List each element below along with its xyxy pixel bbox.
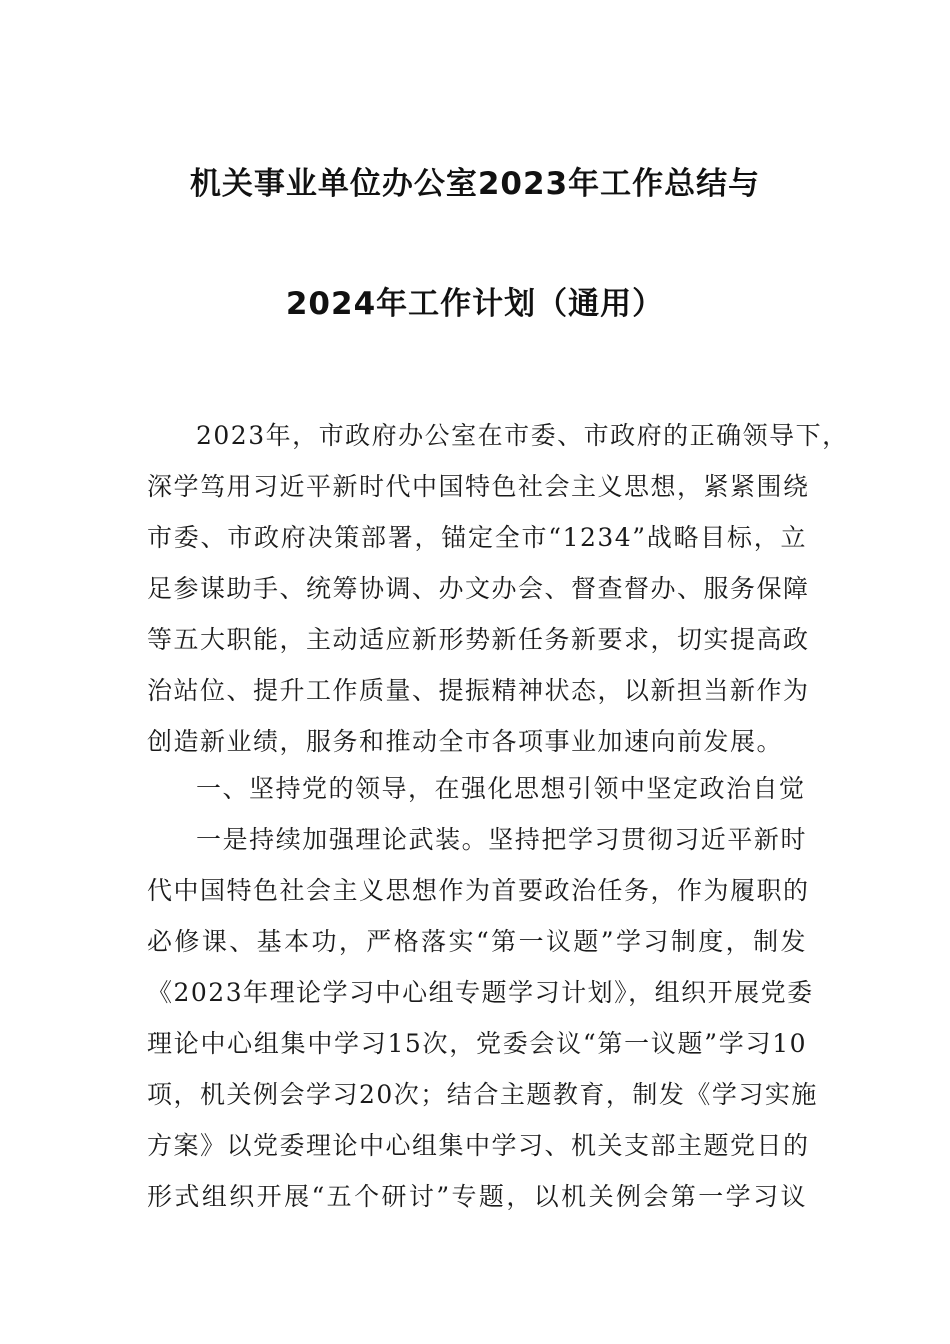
body-line-7: 创造新业绩，服务和推动全市各项事业加速向前发展。 [147, 727, 784, 756]
body-line-11: 必修课、基本功，严格落实“第一议题”学习制度，制发 [147, 927, 807, 956]
body-line-1: 2023年，市政府办公室在市委、市政府的正确领导下， [196, 421, 849, 450]
body-line-4: 足参谋助手、统筹协调、办文办会、督查督办、服务保障 [147, 574, 810, 603]
body-line-3: 市委、市政府决策部署，锚定全市“1234”战略目标，立 [147, 523, 807, 552]
body-line-6: 治站位、提升工作质量、提振精神状态，以新担当新作为 [147, 676, 810, 705]
body-line-10: 代中国特色社会主义思想作为首要政治任务，作为履职的 [147, 876, 810, 905]
body-line-14: 项，机关例会学习20次；结合主题教育，制发《学习实施 [147, 1080, 818, 1109]
body-line-2: 深学笃用习近平新时代中国特色社会主义思想，紧紧围绕 [147, 472, 810, 501]
document-title-line-1: 机关事业单位办公室2023年工作总结与 [189, 166, 761, 202]
body-line-9: 一是持续加强理论武装。坚持把学习贯彻习近平新时 [196, 825, 807, 854]
section-heading-1: 一、坚持党的领导，在强化思想引领中坚定政治自觉 [196, 774, 806, 803]
body-line-5: 等五大职能，主动适应新形势新任务新要求，切实提高政 [147, 625, 810, 654]
body-line-15: 方案》以党委理论中心组集中学习、机关支部主题党日的 [147, 1131, 810, 1160]
body-line-16: 形式组织开展“五个研讨”专题，以机关例会第一学习议 [147, 1182, 807, 1211]
body-line-13: 理论中心组集中学习15次，党委会议“第一议题”学习10 [147, 1029, 807, 1058]
body-line-12: 《2023年理论学习中心组专题学习计划》，组织开展党委 [147, 978, 814, 1007]
document-title-line-2: 2024年工作计划（通用） [285, 286, 665, 322]
